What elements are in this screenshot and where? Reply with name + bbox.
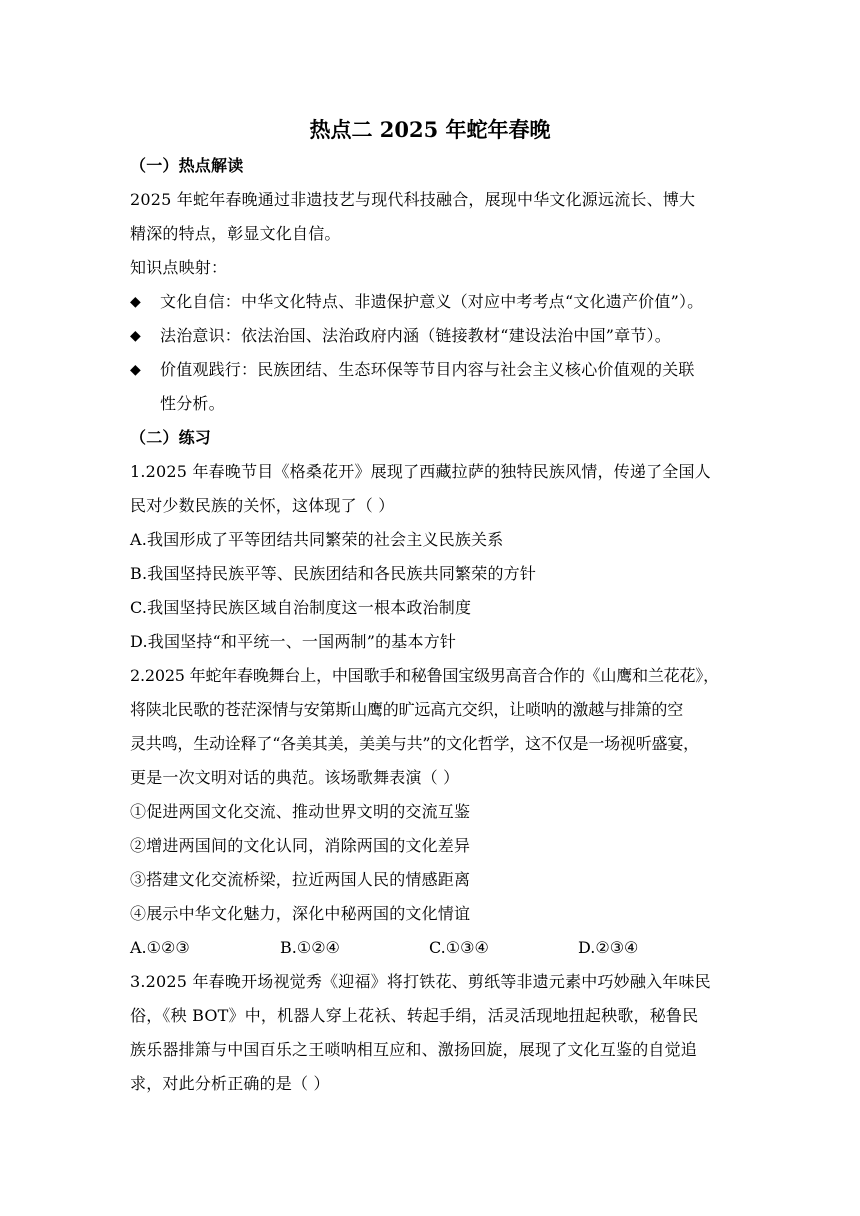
question-2-choice-a: A.①②③: [130, 938, 190, 957]
interpretation-paragraph-line-2: 精深的特点，彰显文化自信。: [130, 224, 341, 243]
diamond-bullet-icon: ◆: [130, 362, 141, 378]
question-2-stem-line-3: 灵共鸣，生动诠释了“各美其美，美美与共”的文化哲学，这不仅是一场视听盛宴，: [130, 734, 699, 753]
bullet-item-values-line-1: 价值观践行：民族团结、生态环保等节目内容与社会主义核心价值观的关联: [160, 360, 695, 379]
question-3-stem-line-2: 俗，《秧 BOT》中，机器人穿上花袄、转起手绢，活灵活现地扭起秧歌，秘鲁民: [130, 1006, 699, 1025]
question-2-stem-line-1: 2.2025 年蛇年春晚舞台上，中国歌手和秘鲁国宝级男高音合作的《山鹰和兰花花》，: [130, 666, 719, 685]
question-2-choice-b: B.①②④: [280, 938, 340, 957]
question-1-option-d: D.我国坚持“和平统一、一国两制”的基本方针: [130, 632, 457, 651]
section-heading-practice: （二）练习: [130, 428, 212, 447]
question-1-option-a: A.我国形成了平等团结共同繁荣的社会主义民族关系: [130, 530, 504, 549]
question-2-statement-3: ③搭建文化交流桥梁，拉近两国人民的情感距离: [130, 870, 471, 889]
question-1-option-b: B.我国坚持民族平等、民族团结和各民族共同繁荣的方针: [130, 564, 537, 583]
question-1-option-c: C.我国坚持民族区域自治制度这一根本政治制度: [130, 598, 472, 617]
page-title: 热点二 2025 年蛇年春晚: [309, 117, 551, 142]
question-2-stem-line-2: 将陕北民歌的苍茫深情与安第斯山鹰的旷远高亢交织，让唢呐的激越与排箫的空: [130, 700, 684, 719]
question-3-stem-line-4: 求，对此分析正确的是（ ）: [130, 1074, 330, 1093]
question-2-statement-2: ②增进两国间的文化认同，消除两国的文化差异: [130, 836, 471, 855]
bullet-item-cultural-confidence: 文化自信：中华文化特点、非遗保护意义（对应中考考点“文化遗产价值”）。: [160, 292, 704, 311]
question-2-choice-c: C.①③④: [429, 938, 489, 957]
question-1-stem-line-2: 民对少数民族的关怀，这体现了（ ）: [130, 496, 395, 515]
question-2-choice-d: D.②③④: [578, 938, 639, 957]
interpretation-paragraph-line-1: 2025 年蛇年春晚通过非遗技艺与现代科技融合，展现中华文化源远流长、博大: [130, 190, 696, 209]
diamond-bullet-icon: ◆: [130, 328, 141, 344]
question-2-statement-1: ①促进两国文化交流、推动世界文明的交流互鉴: [130, 802, 471, 821]
question-3-stem-line-1: 3.2025 年春晚开场视觉秀《迎福》将打铁花、剪纸等非遗元素中巧妙融入年味民: [130, 972, 711, 991]
bullet-item-values-line-2: 性分析。: [160, 394, 225, 413]
question-2-stem-line-4: 更是一次文明对话的典范。该场歌舞表演（ ）: [130, 768, 460, 787]
question-3-stem-line-3: 族乐器排箫与中国百乐之王唢呐相互应和、激扬回旋，展现了文化互鉴的自觉追: [130, 1040, 698, 1059]
question-1-stem-line-1: 1.2025 年春晚节目《格桑花开》展现了西藏拉萨的独特民族风情，传递了全国人: [130, 462, 711, 481]
bullet-item-rule-of-law: 法治意识：依法治国、法治政府内涵（链接教材“建设法治中国”章节）。: [160, 326, 671, 345]
section-heading-interpretation: （一）热点解读: [130, 156, 244, 175]
diamond-bullet-icon: ◆: [130, 294, 141, 310]
knowledge-mapping-label: 知识点映射：: [130, 258, 228, 277]
question-2-statement-4: ④展示中华文化魅力，深化中秘两国的文化情谊: [130, 904, 471, 923]
